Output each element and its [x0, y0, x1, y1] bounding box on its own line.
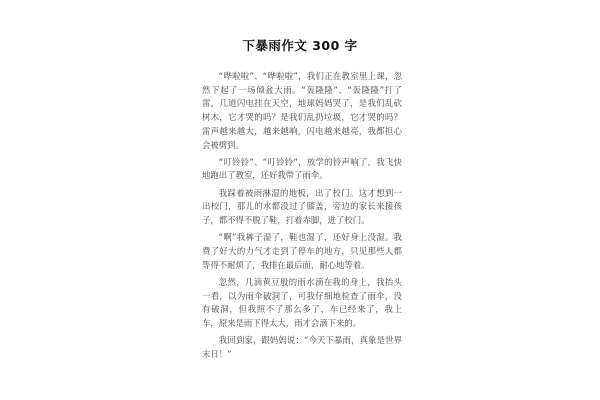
- paragraph: “叮铃铃”、“叮铃铃”，放学的铃声响了，我飞快地跑出了教室，还好我带了雨伞。: [202, 156, 402, 181]
- paragraph: 忽然，几滴黄豆般的雨水滴在我的身上，我抬头一看，以为雨伞破洞了，可我仔细地检查了雨伞，没有破洞，但我照不了那么多了，车已经来了，我上车，原来是雨下得太大，雨才会滴下来的。: [202, 276, 402, 328]
- paragraph: “哗啦啦”、“哗啦啦”，我们正在教室里上课，忽然下起了一场倾盆大雨。“轰隆隆”、“轰隆隆”打了雷，几道闪电挂在天空，地球妈妈哭了，是我们乱砍树木，它才哭的吗？是我们乱扔垃圾，它才哭的吗？雷声越来越大，越来越响，闪电越来越亮，我都担心会被劈到。: [202, 71, 402, 150]
- document-title: 下暴雨作文 300 字: [242, 38, 358, 53]
- paragraph: 我踩着被雨淋湿的地板，出了校门。这才想到一出校门，那儿的水都没过了膝盖，旁边的家长来接孩子，都不得不脱了鞋，打着赤脚，进了校门。: [202, 187, 402, 226]
- paragraph: 我回到家，跟妈妈说：“今天下暴雨，真象是世界末日！”: [202, 335, 402, 359]
- article-body: [202, 70, 402, 365]
- paragraph: “啊”我裤子湿了，鞋也湿了，还好身上没湿。我费了好大的力气才走到了停车的地方，只见那些人都等得不耐烦了，我排在最后面，耐心地等着。: [202, 232, 402, 270]
